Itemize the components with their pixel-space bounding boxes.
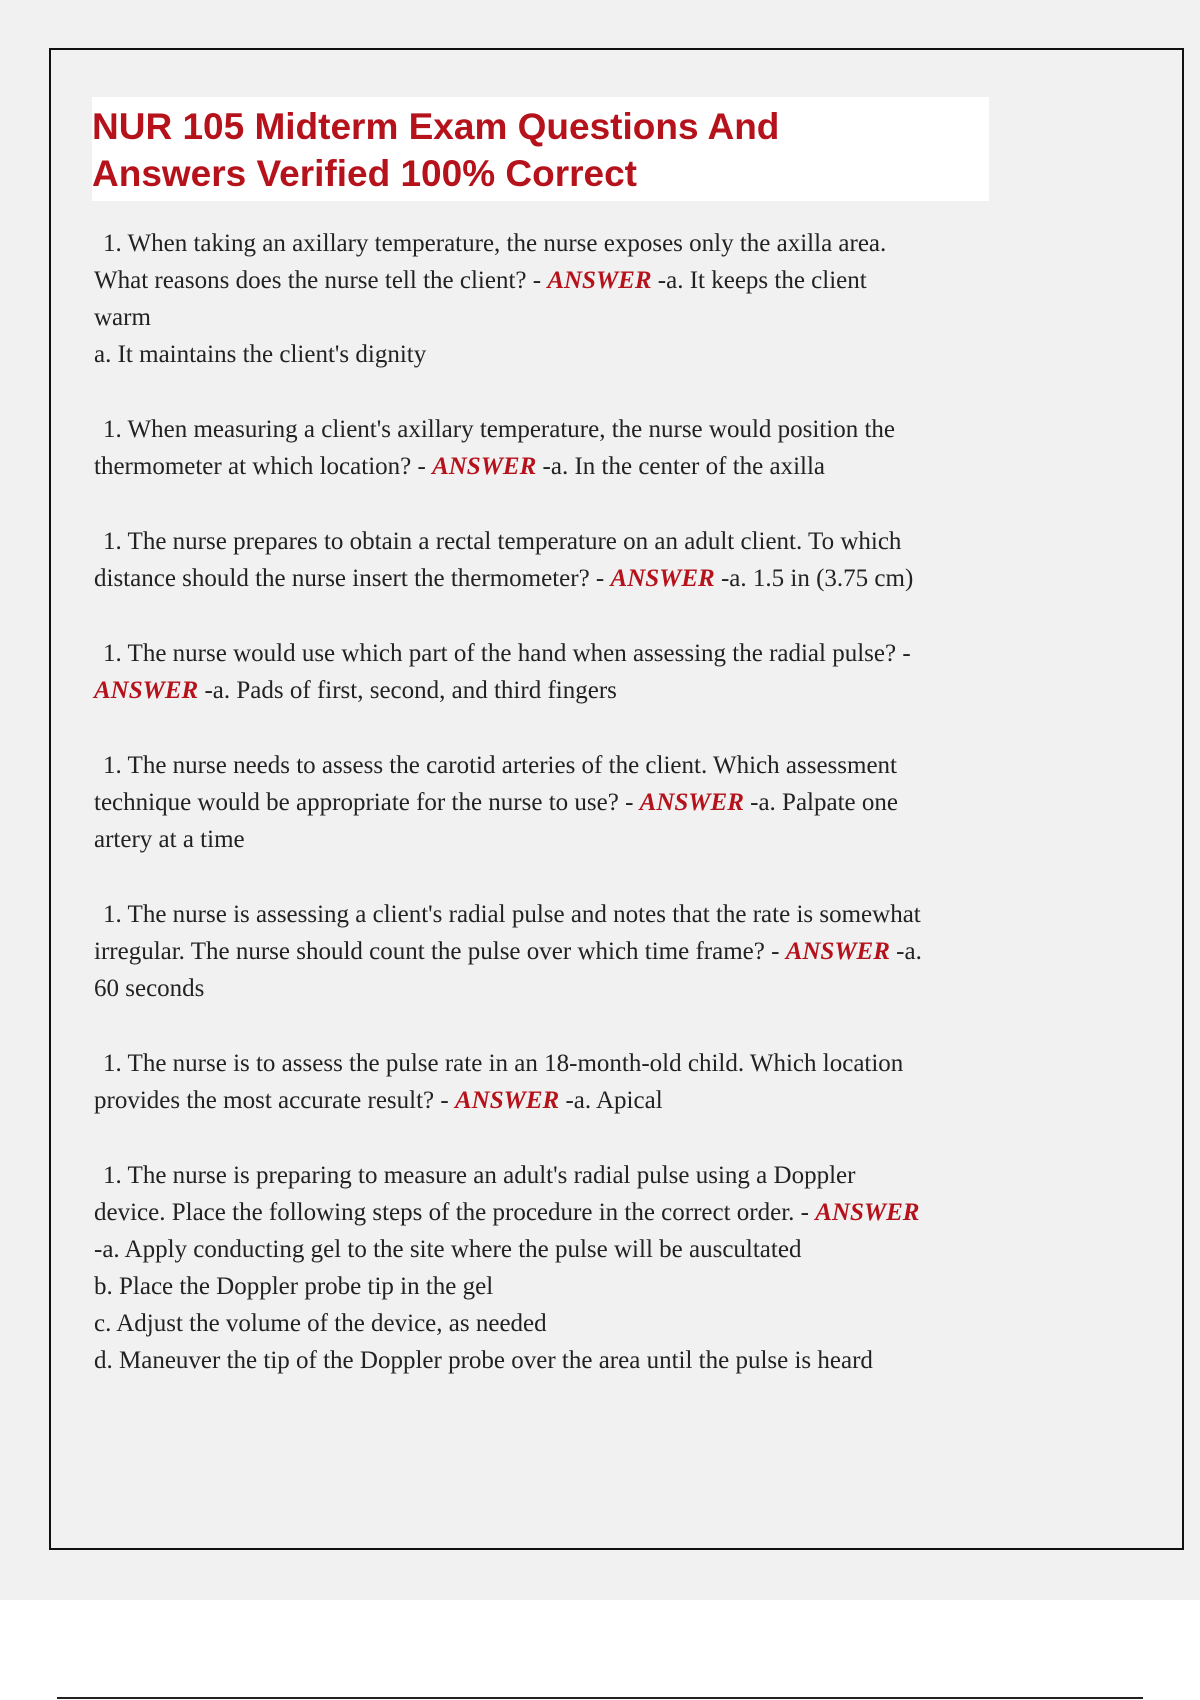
qa-item <box>94 225 1079 373</box>
answer-text: -a. It keeps the client <box>651 267 867 294</box>
answer-continuation-line: b. Place the Doppler probe tip in the gel <box>94 1273 494 1300</box>
question-line: 1. The nurse is to assess the pulse rate in an 18-month-old child. Which location <box>103 1050 904 1077</box>
answer-label: ANSWER <box>432 453 537 480</box>
answer-continuation-line: a. It maintains the client's dignity <box>94 341 427 368</box>
question-answer-line <box>94 784 1079 821</box>
qa-list <box>94 225 1079 1417</box>
bottom-rule <box>57 1697 1143 1699</box>
question-answer-line <box>94 560 1079 597</box>
answer-continuation-line: 60 seconds <box>94 975 205 1002</box>
answer-text: -a. Apical <box>559 1087 663 1114</box>
answer-text: -a. Palpate one <box>743 789 898 816</box>
question-line: 1. The nurse needs to assess the carotid arteries of the client. Which assessment <box>103 752 897 779</box>
answer-label: ANSWER <box>547 267 652 294</box>
answer-text: -a. Pads of first, second, and third fingers <box>198 677 617 704</box>
answer-text: -a. In the center of the axilla <box>536 453 826 480</box>
question-line: 1. When taking an axillary temperature, the nurse exposes only the axilla area. <box>103 230 887 257</box>
answer-label: ANSWER <box>815 1199 920 1226</box>
question-text: provides the most accurate result? - <box>94 1087 455 1114</box>
question-text: thermometer at which location? - <box>94 453 433 480</box>
title-line-1: NUR 105 Midterm Exam Questions And <box>92 106 780 147</box>
qa-item <box>94 635 1079 709</box>
answer-text: -a. 1.5 in (3.75 cm) <box>714 565 914 592</box>
answer-label: ANSWER <box>785 938 890 965</box>
answer-label: ANSWER <box>454 1087 560 1114</box>
qa-item <box>94 896 1079 1007</box>
question-answer-line <box>94 1194 1079 1231</box>
question-answer-line <box>94 933 1079 970</box>
question-answer-line <box>94 262 1079 299</box>
answer-label: ANSWER <box>94 677 199 704</box>
question-text: technique would be appropriate for the nurse to use? - <box>94 789 640 816</box>
question-line: 1. When measuring a client's axillary temperature, the nurse would position the <box>103 416 896 443</box>
answer-continuation-line: d. Maneuver the tip of the Doppler probe over the area until the pulse is heard <box>94 1347 873 1374</box>
answer-continuation-line: artery at a time <box>94 826 245 853</box>
question-answer-line <box>94 448 1079 485</box>
answer-label: ANSWER <box>639 789 744 816</box>
question-answer-line <box>94 672 1079 709</box>
answer-continuation-line: warm <box>94 304 151 331</box>
qa-item <box>94 747 1079 858</box>
qa-item <box>94 411 1079 485</box>
answer-text: -a. <box>889 938 922 965</box>
qa-item <box>94 523 1079 597</box>
question-text: device. Place the following steps of the procedure in the correct order. - <box>94 1199 816 1226</box>
answer-continuation-line: c. Adjust the volume of the device, as needed <box>94 1310 547 1337</box>
qa-item <box>94 1045 1079 1119</box>
qa-item <box>94 1157 1079 1379</box>
question-text: distance should the nurse insert the thermometer? - <box>94 565 611 592</box>
title-block <box>92 97 989 201</box>
answer-continuation-line: -a. Apply conducting gel to the site where the pulse will be auscultated <box>94 1236 802 1263</box>
answer-label: ANSWER <box>610 565 715 592</box>
question-line: 1. The nurse is assessing a client's radial pulse and notes that the rate is somewhat <box>103 901 921 928</box>
title-line-2: Answers Verified 100% Correct <box>92 153 637 194</box>
question-text: What reasons does the nurse tell the client? - <box>94 267 548 294</box>
question-line: 1. The nurse prepares to obtain a rectal temperature on an adult client. To which <box>103 528 902 555</box>
question-text: irregular. The nurse should count the pulse over which time frame? - <box>94 938 786 965</box>
document-title <box>92 103 989 197</box>
question-answer-line <box>94 1082 1079 1119</box>
question-line: 1. The nurse would use which part of the hand when assessing the radial pulse? - <box>103 640 911 667</box>
question-line: 1. The nurse is preparing to measure an adult's radial pulse using a Doppler <box>103 1162 856 1189</box>
